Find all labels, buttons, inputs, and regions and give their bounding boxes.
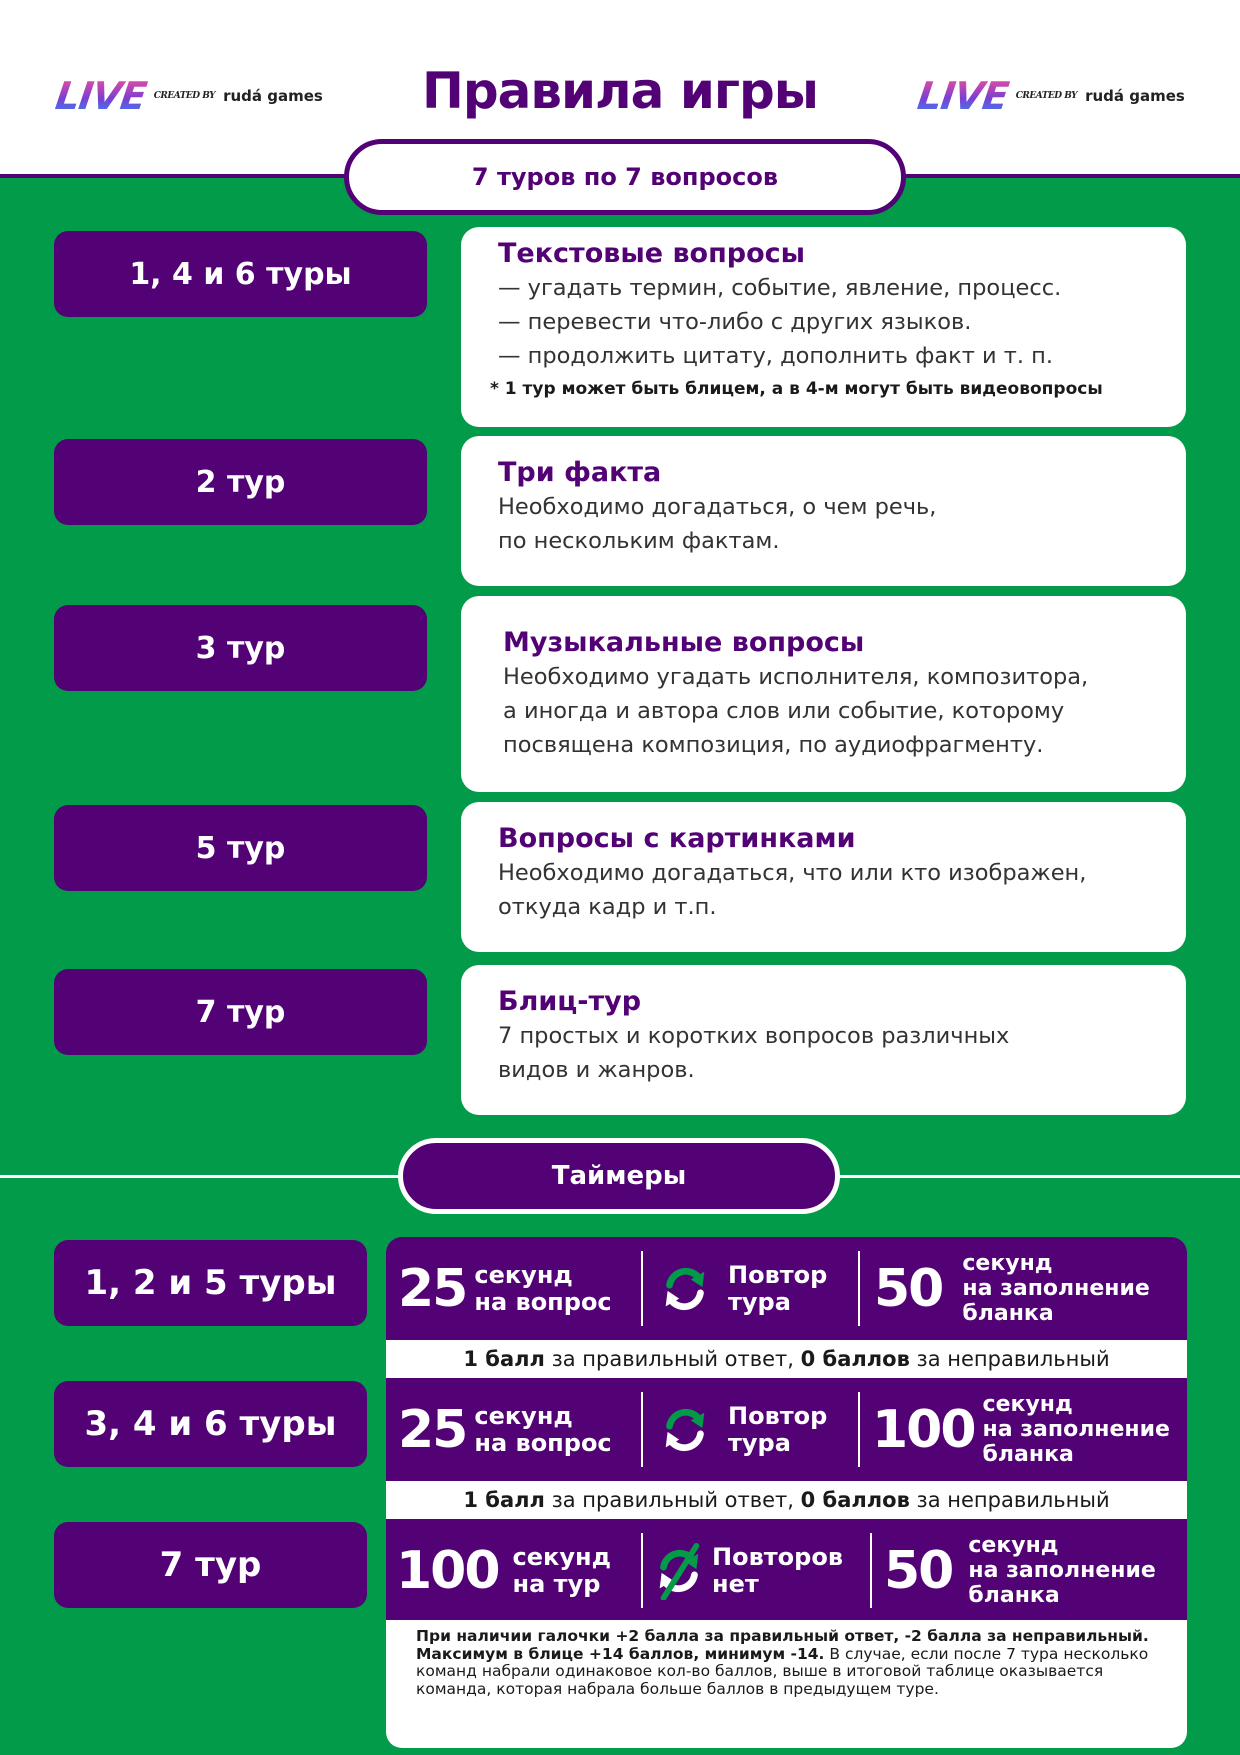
timer-separator xyxy=(858,1251,860,1326)
fill-value: 50 xyxy=(884,1540,953,1601)
round-label xyxy=(54,805,427,891)
repeat-text: Повтор тура xyxy=(728,1260,828,1316)
logo-left xyxy=(52,74,323,118)
fill-time xyxy=(884,1519,1156,1622)
round-card-line: — перевести что-либо с других языков. xyxy=(498,309,972,335)
timer-round-label xyxy=(54,1522,367,1608)
page-title: Правила игры xyxy=(422,62,818,120)
round-card-note: * 1 тур может быть блицем, а в 4-м могут быть видеовопросы xyxy=(490,379,1103,399)
fill-value: 50 xyxy=(874,1258,943,1319)
round-label xyxy=(54,439,427,525)
logo-created-by: CREATED BY xyxy=(153,91,216,101)
round-card-line: а иногда и автора слов или событие, которому xyxy=(503,698,1065,724)
round-card-line: откуда кадр и т.п. xyxy=(498,894,717,920)
timer-round-label xyxy=(54,1240,367,1326)
time-per-question xyxy=(398,1378,612,1481)
timer-round-label-text: 3, 4 и 6 туры xyxy=(84,1404,337,1444)
score-rule: 1 балл за правильный ответ, 0 баллов за неправильный xyxy=(386,1340,1187,1378)
round-label xyxy=(54,605,427,691)
logo-live-text: LIVE xyxy=(914,74,1011,118)
logo-brand: rudá games xyxy=(223,87,323,105)
round-card xyxy=(461,227,1186,427)
round-card-title: Три факта xyxy=(498,457,662,488)
rounds-banner-label: 7 туров по 7 вопросов xyxy=(471,163,779,191)
timer-separator xyxy=(870,1533,872,1608)
time-value: 100 xyxy=(396,1540,499,1601)
logo-created-by: CREATED BY xyxy=(1015,91,1078,101)
round-card xyxy=(461,596,1186,792)
timer-separator xyxy=(641,1533,643,1608)
round-card-line: видов и жанров. xyxy=(498,1057,695,1083)
round-card-line: Необходимо угадать исполнителя, композитора, xyxy=(503,664,1089,690)
round-card-line: Необходимо догадаться, что или кто изображен, xyxy=(498,860,1087,886)
fill-value: 100 xyxy=(872,1399,975,1460)
round-label xyxy=(54,969,427,1055)
round-card-line: — продолжить цитату, дополнить факт и т. п. xyxy=(498,343,1054,369)
round-label-text: 3 тур xyxy=(195,630,286,666)
round-card xyxy=(461,802,1186,952)
repeat-icon xyxy=(656,1401,714,1459)
repeat-text: Повторов нет xyxy=(712,1542,844,1598)
timer-round-label-text: 1, 2 и 5 туры xyxy=(84,1263,337,1303)
logo-brand: rudá games xyxy=(1085,87,1185,105)
timers-banner-label: Таймеры xyxy=(551,1161,687,1191)
round-label-text: 5 тур xyxy=(195,830,286,866)
round-label-text: 7 тур xyxy=(195,994,286,1030)
time-value: 25 xyxy=(398,1258,467,1319)
round-card-line: Необходимо догадаться, о чем речь, xyxy=(498,494,937,520)
timer-round-label xyxy=(54,1381,367,1467)
final-note-bold: При наличии галочки +2 балла за правильный ответ, -2 балла за неправильный. Максимум в блице +14 баллов, минимум -14. xyxy=(416,1627,1149,1663)
round-label-text: 2 тур xyxy=(195,464,286,500)
timer-round-label-text: 7 тур xyxy=(159,1545,262,1585)
time-unit: секунд на тур xyxy=(512,1542,611,1598)
timer-row xyxy=(386,1378,1187,1481)
no-repeat-icon xyxy=(650,1542,708,1600)
timer-row xyxy=(386,1519,1187,1620)
round-label xyxy=(54,231,427,317)
round-card-title: Вопросы с картинками xyxy=(498,823,856,854)
round-card xyxy=(461,436,1186,586)
round-card-line: 7 простых и коротких вопросов различных xyxy=(498,1023,1010,1049)
timer-row xyxy=(386,1237,1187,1340)
round-card-line: — угадать термин, событие, явление, процесс. xyxy=(498,275,1062,301)
timer-separator xyxy=(641,1392,643,1467)
round-card-line: по нескольким фактам. xyxy=(498,528,780,554)
time-per-question xyxy=(398,1237,612,1340)
repeat-icon xyxy=(656,1260,714,1318)
round-card-title: Текстовые вопросы xyxy=(498,238,806,269)
time-unit: секунд на вопрос xyxy=(474,1260,612,1316)
time-unit: секунд на вопрос xyxy=(474,1401,612,1457)
round-card xyxy=(461,965,1186,1115)
time-per-tour xyxy=(396,1519,611,1622)
round-card-title: Музыкальные вопросы xyxy=(503,627,865,658)
round-label-text: 1, 4 и 6 туры xyxy=(129,256,352,292)
repeat-text: Повтор тура xyxy=(728,1401,828,1457)
logo-live-text: LIVE xyxy=(52,74,149,118)
fill-unit: секунд на заполнение бланка xyxy=(982,1392,1170,1467)
repeat-cell xyxy=(650,1519,843,1622)
round-card-line: посвящена композиция, по аудиофрагменту. xyxy=(503,732,1044,758)
time-value: 25 xyxy=(398,1399,467,1460)
final-note xyxy=(386,1620,1187,1748)
timers-banner xyxy=(398,1138,840,1214)
logo-right xyxy=(914,74,1185,118)
round-card-title: Блиц-тур xyxy=(498,986,642,1017)
repeat-cell xyxy=(656,1237,827,1340)
timer-separator xyxy=(858,1392,860,1467)
repeat-cell xyxy=(656,1378,827,1481)
fill-unit: секунд на заполнение бланка xyxy=(962,1251,1150,1326)
score-rule: 1 балл за правильный ответ, 0 баллов за неправильный xyxy=(386,1481,1187,1519)
rounds-banner xyxy=(344,139,906,215)
final-note-text: В случае, если после 7 тура несколько команд набрали одинаковое кол-во баллов, выше в итоговой таблице оказывается команда, которая набрала больше баллов в предыдущем туре. xyxy=(416,1644,1149,1698)
timer-separator xyxy=(641,1251,643,1326)
fill-unit: секунд на заполнение бланка xyxy=(968,1533,1156,1608)
fill-time xyxy=(872,1378,1170,1481)
fill-time xyxy=(874,1237,1150,1340)
